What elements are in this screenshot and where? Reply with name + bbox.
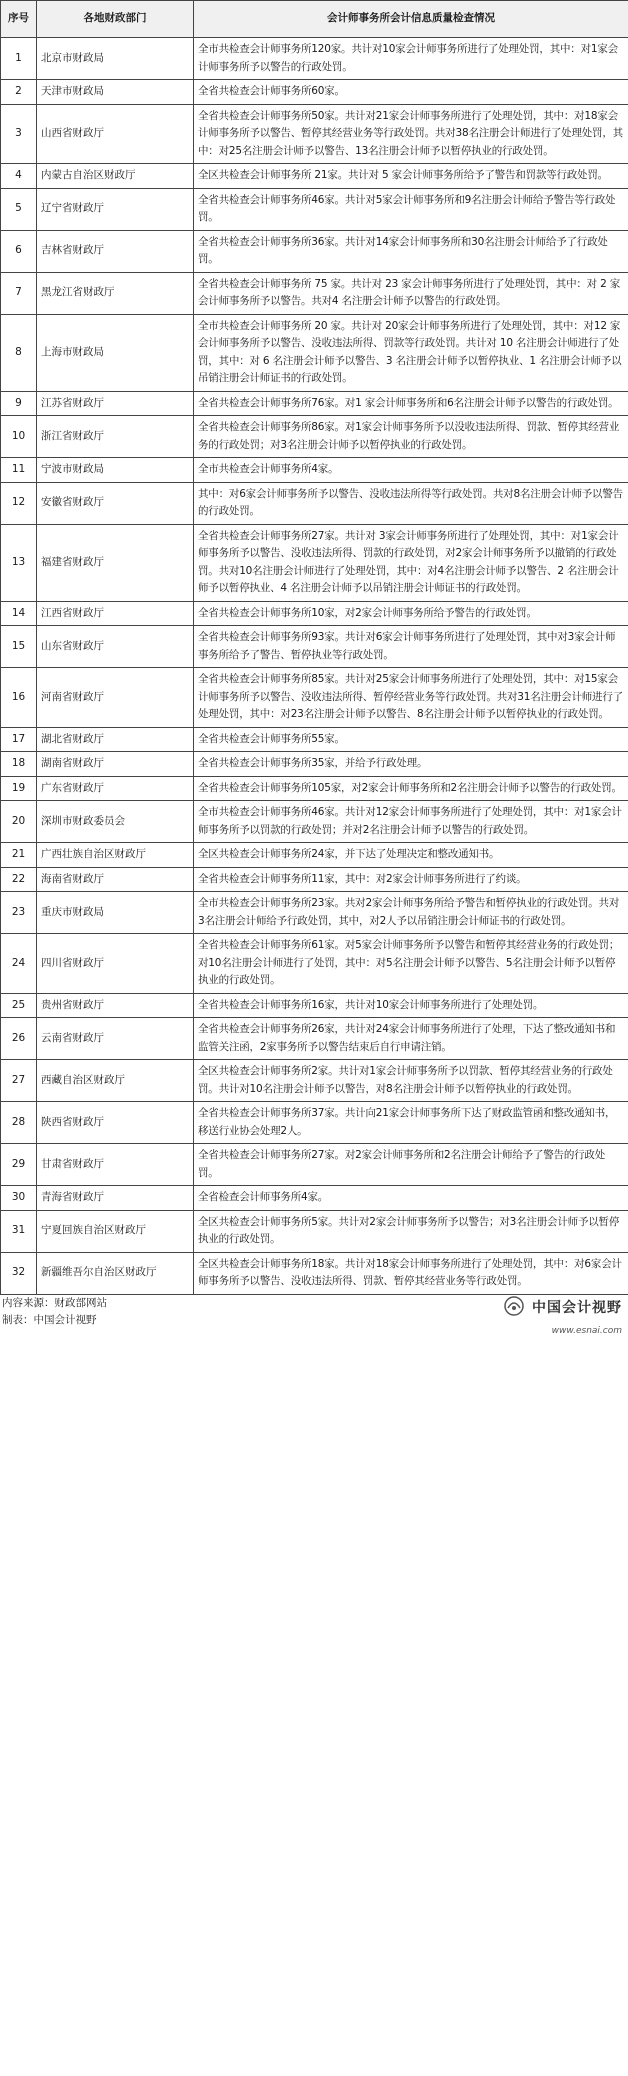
- row-department: 青海省财政厅: [37, 1186, 194, 1211]
- row-department: 河南省财政厅: [37, 668, 194, 728]
- row-description: 全区共检查会计师事务所18家。共计对18家会计师事务所进行了处理处罚，其中：对6家会计师事务所予以警告、没收违法所得、罚款、暂停其经营业务等行政处罚。: [194, 1252, 628, 1294]
- header-row: [1, 1, 628, 38]
- table-row: [1, 1210, 628, 1252]
- table-row: [1, 416, 628, 458]
- row-description: 全省共检查会计师事务所27家。对2家会计师事务所和2名注册会计师给予了警告的行政处罚。: [194, 1144, 628, 1186]
- row-description: 全区共检查会计师事务所 21家。共计对 5 家会计师事务所给予了警告和罚款等行政处罚。: [194, 164, 628, 189]
- row-number: 17: [1, 727, 37, 752]
- table-row: [1, 626, 628, 668]
- row-description: 全市共检查会计师事务所23家。共对2家会计师事务所给予警告和暂停执业的行政处罚。共对3名注册会计师给予行政处罚，其中，对2人予以吊销注册会计师证书的行政处罚。: [194, 892, 628, 934]
- row-description: 全市共检查会计师事务所120家。共计对10家会计师事务所进行了处理处罚，其中：对1家会计师事务所予以警告的行政处罚。: [194, 38, 628, 80]
- row-number: 9: [1, 391, 37, 416]
- row-department: 内蒙古自治区财政厅: [37, 164, 194, 189]
- table-row: [1, 1186, 628, 1211]
- table-body: [1, 38, 628, 1295]
- row-department: 湖北省财政厅: [37, 727, 194, 752]
- row-description: 全区共检查会计师事务所2家。共计对1家会计师事务所予以罚款、暂停其经营业务的行政处罚。共计对10名注册会计师予以警告，对8名注册会计师予以暂停执业的行政处罚。: [194, 1060, 628, 1102]
- table-row: [1, 867, 628, 892]
- row-number: 6: [1, 230, 37, 272]
- row-description: 全省共检查会计师事务所55家。: [194, 727, 628, 752]
- row-description: 全省共检查会计师事务所85家。共计对25家会计师事务所进行了处理处罚，其中：对15家会计师事务所予以警告、没收违法所得、暂停经营业务等行政处罚。共对31名注册会计师进行了处理处罚，其中：对23名注册会计师予以警告、8名注册会计师予以暂停执业的行政处罚。: [194, 668, 628, 728]
- row-description: 其中：对6家会计师事务所予以警告、没收违法所得等行政处罚。共对8名注册会计师予以警告的行政处罚。: [194, 482, 628, 524]
- table-row: [1, 524, 628, 601]
- row-number: 12: [1, 482, 37, 524]
- row-number: 31: [1, 1210, 37, 1252]
- row-number: 8: [1, 314, 37, 391]
- row-description: 全省共检查会计师事务所46家。共计对5家会计师事务所和9名注册会计师给予警告等行政处罚。: [194, 188, 628, 230]
- row-department: 宁波市财政局: [37, 458, 194, 483]
- row-department: 黑龙江省财政厅: [37, 272, 194, 314]
- table-row: [1, 104, 628, 164]
- row-number: 24: [1, 934, 37, 994]
- row-department: 深圳市财政委员会: [37, 801, 194, 843]
- brand-logo: [482, 1295, 622, 1340]
- row-department: 山东省财政厅: [37, 626, 194, 668]
- table-row: [1, 993, 628, 1018]
- row-number: 15: [1, 626, 37, 668]
- row-description: 全省检查会计师事务所4家。: [194, 1186, 628, 1211]
- header-dept: 各地财政部门: [37, 1, 194, 38]
- row-department: 浙江省财政厅: [37, 416, 194, 458]
- table-row: [1, 1144, 628, 1186]
- row-department: 重庆市财政局: [37, 892, 194, 934]
- row-number: 30: [1, 1186, 37, 1211]
- table-row: [1, 752, 628, 777]
- producer-note: 制表：中国会计视野: [2, 1314, 97, 1326]
- table-row: [1, 1252, 628, 1294]
- row-description: 全省共检查会计师事务所37家。共计向21家会计师事务所下达了财政监管函和整改通知书，移送行业协会处理2人。: [194, 1102, 628, 1144]
- table-row: [1, 776, 628, 801]
- table-row: [1, 843, 628, 868]
- table-row: [1, 230, 628, 272]
- table-row: [1, 1060, 628, 1102]
- row-department: 北京市财政局: [37, 38, 194, 80]
- table-row: [1, 482, 628, 524]
- row-department: 陕西省财政厅: [37, 1102, 194, 1144]
- row-department: 云南省财政厅: [37, 1018, 194, 1060]
- row-number: 10: [1, 416, 37, 458]
- row-department: 湖南省财政厅: [37, 752, 194, 777]
- row-number: 3: [1, 104, 37, 164]
- row-department: 安徽省财政厅: [37, 482, 194, 524]
- row-department: 上海市财政局: [37, 314, 194, 391]
- table-row: [1, 188, 628, 230]
- row-description: 全市共检查会计师事务所46家。共计对12家会计师事务所进行了处理处罚，其中：对1家会计师事务所予以罚款的行政处罚；并对2名注册会计师予以警告的行政处罚。: [194, 801, 628, 843]
- row-department: 辽宁省财政厅: [37, 188, 194, 230]
- table-row: [1, 314, 628, 391]
- row-description: 全省共检查会计师事务所50家。共计对21家会计师事务所进行了处理处罚，其中：对18家会计师事务所予以警告、暂停其经营业务等行政处罚。共对38名注册会计师进行了处理处罚，其中：对25名注册会计师予以警告、13名注册会计师予以暂停执业的行政处罚。: [194, 104, 628, 164]
- row-description: 全省共检查会计师事务所61家。对5家会计师事务所予以警告和暂停其经营业务的行政处罚；对10名注册会计师进行了处罚，其中：对5名注册会计师予以警告、5名注册会计师予以暂停执业的行政处罚。: [194, 934, 628, 994]
- row-description: 全省共检查会计师事务所36家。共计对14家会计师事务所和30名注册会计师给予了行政处罚。: [194, 230, 628, 272]
- row-number: 27: [1, 1060, 37, 1102]
- row-department: 吉林省财政厅: [37, 230, 194, 272]
- row-description: 全区共检查会计师事务所24家，并下达了处理决定和整改通知书。: [194, 843, 628, 868]
- row-number: 2: [1, 80, 37, 105]
- row-department: 新疆维吾尔自治区财政厅: [37, 1252, 194, 1294]
- footer: [0, 1295, 628, 1336]
- header-no: 序号: [1, 1, 37, 38]
- table-row: [1, 601, 628, 626]
- row-department: 广东省财政厅: [37, 776, 194, 801]
- row-description: 全省共检查会计师事务所16家，共计对10家会计师事务所进行了处理处罚。: [194, 993, 628, 1018]
- row-number: 16: [1, 668, 37, 728]
- row-number: 29: [1, 1144, 37, 1186]
- brand-site: www.esnai.com: [551, 1326, 622, 1336]
- brand-name: 中国会计视野: [532, 1300, 622, 1316]
- table-row: [1, 391, 628, 416]
- row-number: 23: [1, 892, 37, 934]
- row-description: 全市共检查会计师事务所4家。: [194, 458, 628, 483]
- table-row: [1, 892, 628, 934]
- row-description: 全省共检查会计师事务所86家。对1家会计师事务所予以没收违法所得、罚款、暂停其经营业务的行政处罚；对3名注册会计师予以暂停执业的行政处罚。: [194, 416, 628, 458]
- row-description: 全省共检查会计师事务所26家，共计对24家会计师事务所进行了处理，下达了整改通知书和监管关注函，2家事务所予以警告结束后自行申请注销。: [194, 1018, 628, 1060]
- table-row: [1, 38, 628, 80]
- table-row: [1, 727, 628, 752]
- row-description: 全省共检查会计师事务所35家，并给予行政处理。: [194, 752, 628, 777]
- logo-icon: [503, 1295, 525, 1323]
- table-row: [1, 80, 628, 105]
- table-row: [1, 272, 628, 314]
- row-number: 28: [1, 1102, 37, 1144]
- row-number: 5: [1, 188, 37, 230]
- row-number: 14: [1, 601, 37, 626]
- row-department: 西藏自治区财政厅: [37, 1060, 194, 1102]
- row-number: 19: [1, 776, 37, 801]
- row-number: 32: [1, 1252, 37, 1294]
- table-row: [1, 1018, 628, 1060]
- source-note: 内容来源：财政部网站: [2, 1297, 107, 1309]
- row-description: 全省共检查会计师事务所 75 家。共计对 23 家会计师事务所进行了处理处罚，其中：对 2 家会计师事务所予以警告。共对4 名注册会计师予以警告的行政处罚。: [194, 272, 628, 314]
- table-row: [1, 801, 628, 843]
- row-department: 海南省财政厅: [37, 867, 194, 892]
- row-description: 全市共检查会计师事务所 20 家。共计对 20家会计师事务所进行了处理处罚，其中：对12 家会计师事务所予以警告、没收违法所得、罚款等行政处罚。共计对 10 名注册会计师进行了处罚，其中：对 6 名注册会计师予以警告、3 名注册会计师予以暂停执业、1 名注册会计师予以吊销注册会计师证书的行政处罚。: [194, 314, 628, 391]
- row-number: 1: [1, 38, 37, 80]
- table-row: [1, 668, 628, 728]
- row-description: 全省共检查会计师事务所11家，其中：对2家会计师事务所进行了约谈。: [194, 867, 628, 892]
- row-number: 4: [1, 164, 37, 189]
- row-description: 全区共检查会计师事务所5家。共计对2家会计师事务所予以警告；对3名注册会计师予以暂停执业的行政处罚。: [194, 1210, 628, 1252]
- row-department: 四川省财政厅: [37, 934, 194, 994]
- row-department: 贵州省财政厅: [37, 993, 194, 1018]
- table-row: [1, 164, 628, 189]
- table-header: [1, 1, 628, 38]
- row-number: 25: [1, 993, 37, 1018]
- row-number: 21: [1, 843, 37, 868]
- row-description: 全省共检查会计师事务所60家。: [194, 80, 628, 105]
- row-number: 13: [1, 524, 37, 601]
- row-number: 26: [1, 1018, 37, 1060]
- row-description: 全省共检查会计师事务所27家。共计对 3家会计师事务所进行了处理处罚，其中：对1家会计师事务所予以警告、没收违法所得、罚款的行政处罚，对2家会计师事务所予以撤销的行政处罚。共对10名注册会计师进行了处理处罚，其中：对4名注册会计师予以警告、2 名注册会计师予以暂停执业、4 名注册会计师予以吊销注册会计师证书的行政处罚。: [194, 524, 628, 601]
- row-description: 全省共检查会计师事务所105家，对2家会计师事务所和2名注册会计师予以警告的行政处罚。: [194, 776, 628, 801]
- table-row: [1, 1102, 628, 1144]
- header-desc: 会计师事务所会计信息质量检查情况: [194, 1, 628, 38]
- row-number: 18: [1, 752, 37, 777]
- row-department: 宁夏回族自治区财政厅: [37, 1210, 194, 1252]
- row-department: 广西壮族自治区财政厅: [37, 843, 194, 868]
- row-department: 江苏省财政厅: [37, 391, 194, 416]
- table-row: [1, 458, 628, 483]
- row-description: 全省共检查会计师事务所76家。对1 家会计师事务所和6名注册会计师予以警告的行政处罚。: [194, 391, 628, 416]
- row-description: 全省共检查会计师事务所93家。共计对6家会计师事务所进行了处理处罚，其中对3家会计师事务所给予了警告、暂停执业等行政处罚。: [194, 626, 628, 668]
- row-department: 福建省财政厅: [37, 524, 194, 601]
- row-number: 11: [1, 458, 37, 483]
- row-department: 甘肃省财政厅: [37, 1144, 194, 1186]
- row-number: 7: [1, 272, 37, 314]
- row-department: 天津市财政局: [37, 80, 194, 105]
- row-description: 全省共检查会计师事务所10家，对2家会计师事务所给予警告的行政处罚。: [194, 601, 628, 626]
- row-number: 20: [1, 801, 37, 843]
- row-department: 山西省财政厅: [37, 104, 194, 164]
- table-row: [1, 934, 628, 994]
- row-department: 江西省财政厅: [37, 601, 194, 626]
- row-number: 22: [1, 867, 37, 892]
